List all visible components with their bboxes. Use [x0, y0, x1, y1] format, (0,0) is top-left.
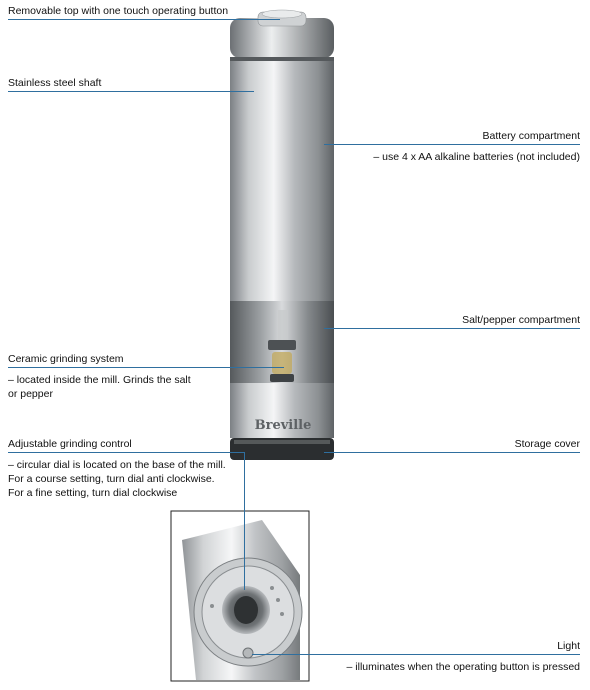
leader-grinding-control [8, 452, 244, 453]
leader-battery [324, 144, 580, 145]
label-grinding-control: Adjustable grinding control [8, 438, 132, 450]
desc-light: – illuminates when the operating button is pressed [346, 661, 580, 673]
label-salt-pepper: Salt/pepper compartment [462, 314, 580, 326]
label-storage: Storage cover [514, 438, 580, 450]
leader-light [252, 654, 580, 655]
steel-shaft [230, 61, 334, 301]
desc-ceramic [8, 373, 191, 401]
removable-top [230, 10, 334, 58]
brand-logo: Breville [254, 418, 312, 433]
label-battery: Battery compartment [482, 130, 580, 142]
light-lens [243, 648, 253, 658]
leader-grinding-control-drop [244, 452, 245, 590]
leader-ceramic [8, 367, 284, 368]
desc-grinding-control [8, 458, 226, 500]
leader-storage [324, 452, 580, 453]
salt-pepper-compartment [230, 301, 334, 383]
desc-battery: – use 4 x AA alkaline batteries (not included) [373, 151, 580, 163]
leader-removable-top [8, 19, 280, 20]
label-light: Light [557, 640, 580, 652]
label-ceramic: Ceramic grinding system [8, 353, 124, 365]
desc-ceramic-line-2: or pepper [8, 388, 53, 400]
leader-shaft [8, 91, 254, 92]
leader-salt-pepper [324, 328, 580, 329]
desc-grinding-control-line-1: – circular dial is located on the base of the mill. [8, 459, 226, 471]
desc-grinding-control-line-2: For a course setting, turn dial anti clockwise. [8, 473, 215, 485]
desc-grinding-control-line-3: For a fine setting, turn dial clockwise [8, 487, 178, 499]
label-removable-top: Removable top with one touch operating button [8, 5, 229, 17]
label-shaft: Stainless steel shaft [8, 77, 102, 89]
desc-ceramic-line-1: – located inside the mill. Grinds the salt [8, 374, 191, 386]
